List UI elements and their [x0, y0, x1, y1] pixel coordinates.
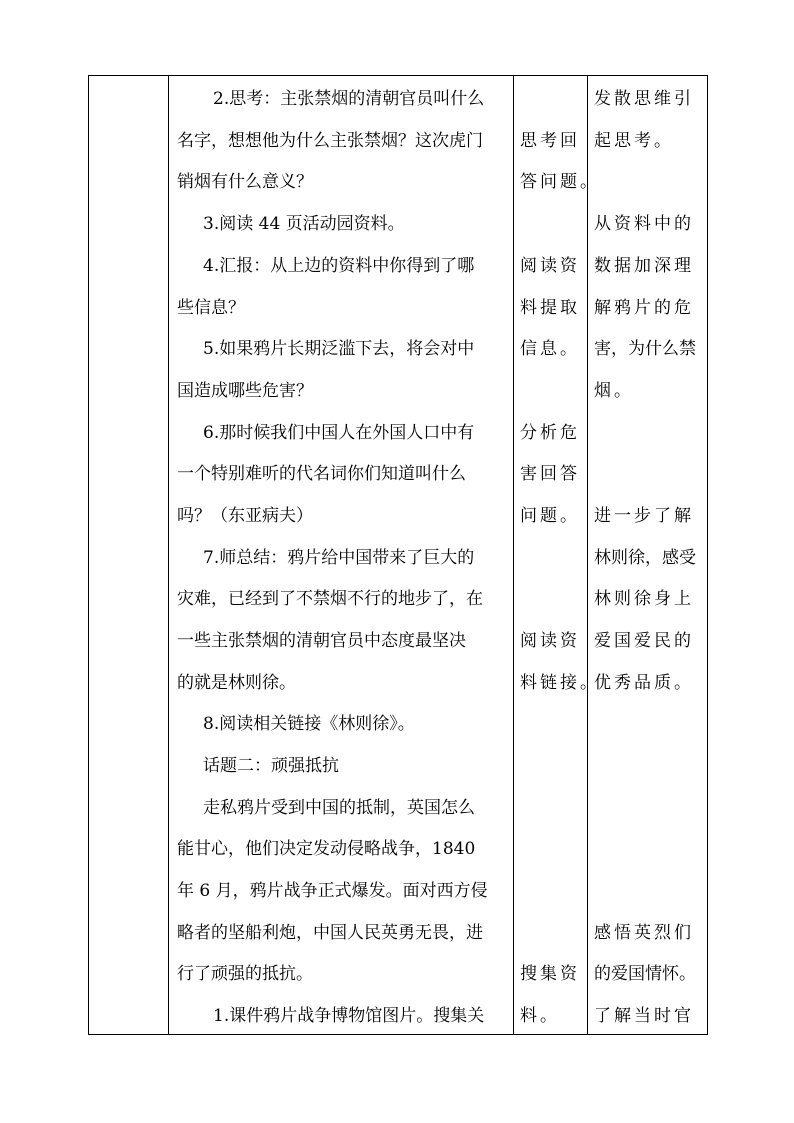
student-line: 害回答 [520, 464, 580, 484]
intent-line: 林则徐身上 [594, 589, 694, 609]
intent-line: 发散思维引 [594, 89, 694, 109]
content-line: 吗？（东亚病夫） [177, 506, 313, 526]
content-line: 年 6 月，鸦片战争正式爆发。面对西方侵 [177, 881, 488, 901]
content-line: 7.师总结：鸦片给中国带来了巨大的 [203, 548, 475, 568]
intent-line: 的爱国情怀。 [594, 964, 696, 984]
intent-line: 从资料中的 [594, 214, 694, 234]
intent-line: 感悟英烈们 [594, 923, 694, 943]
student-line: 料。 [520, 1006, 560, 1026]
content-line: 1.课件鸦片战争博物馆图片。搜集关 [213, 1006, 485, 1026]
student-line: 阅读资 [520, 631, 580, 651]
intent-line: 数据加深理 [594, 256, 694, 276]
student-line: 料提取 [520, 298, 580, 318]
content-line: 3.阅读 44 页活动园资料。 [203, 214, 405, 234]
content-line: 能甘心，他们决定发动侵略战争，1840 [177, 839, 476, 859]
content-line: 一些主张禁烟的清朝官员中态度最坚决 [177, 631, 466, 651]
content-line: 8.阅读相关链接《林则徐》。 [203, 714, 415, 734]
content-line: 灾难，已经到了不禁烟不行的地步了，在 [177, 589, 483, 609]
student-line: 答问题。 [520, 172, 600, 192]
content-line: 走私鸦片受到中国的抵制，英国怎么 [203, 798, 475, 818]
content-line: 4.汇报：从上边的资料中你得到了哪 [203, 256, 475, 276]
column-divider [168, 76, 169, 1034]
intent-line: 进一步了解 [594, 506, 694, 526]
student-line: 阅读资 [520, 256, 580, 276]
column-divider [513, 76, 514, 1034]
content-line: 的就是林则徐。 [177, 673, 296, 693]
intent-line: 害，为什么禁 [594, 339, 696, 359]
intent-line: 烟。 [594, 381, 634, 401]
student-line: 料链接。 [520, 673, 600, 693]
column-divider [587, 76, 588, 1034]
content-line: 些信息？ [177, 298, 245, 318]
lesson-plan-table [88, 75, 708, 1035]
intent-line: 解鸦片的危 [594, 298, 694, 318]
content-line: 一个特别难听的代名词你们知道叫什么 [177, 464, 466, 484]
intent-line: 了解当时官 [594, 1006, 694, 1026]
content-line: 略者的坚船利炮，中国人民英勇无畏，进 [177, 923, 483, 943]
content-line: 5.如果鸦片长期泛滥下去，将会对中 [203, 339, 475, 359]
student-line: 分析危 [520, 423, 580, 443]
intent-line: 林则徐，感受 [594, 548, 696, 568]
student-line: 思考回 [520, 131, 580, 151]
intent-line: 优秀品质。 [594, 673, 694, 693]
content-line: 行了顽强的抵抗。 [177, 964, 313, 984]
student-line: 搜集资 [520, 964, 580, 984]
content-line: 销烟有什么意义？ [177, 172, 313, 192]
content-line: 2.思考：主张禁烟的清朝官员叫什么 [213, 89, 485, 109]
content-line: 国造成哪些危害？ [177, 381, 313, 401]
intent-line: 爱国爱民的 [594, 631, 694, 651]
content-line: 6.那时候我们中国人在外国人口中有 [203, 423, 475, 443]
student-line: 信息。 [520, 339, 580, 359]
content-line: 名字，想想他为什么主张禁烟？这次虎门 [177, 131, 483, 151]
intent-line: 起思考。 [594, 131, 674, 151]
student-line: 问题。 [520, 506, 580, 526]
content-line: 话题二：顽强抵抗 [203, 756, 339, 776]
